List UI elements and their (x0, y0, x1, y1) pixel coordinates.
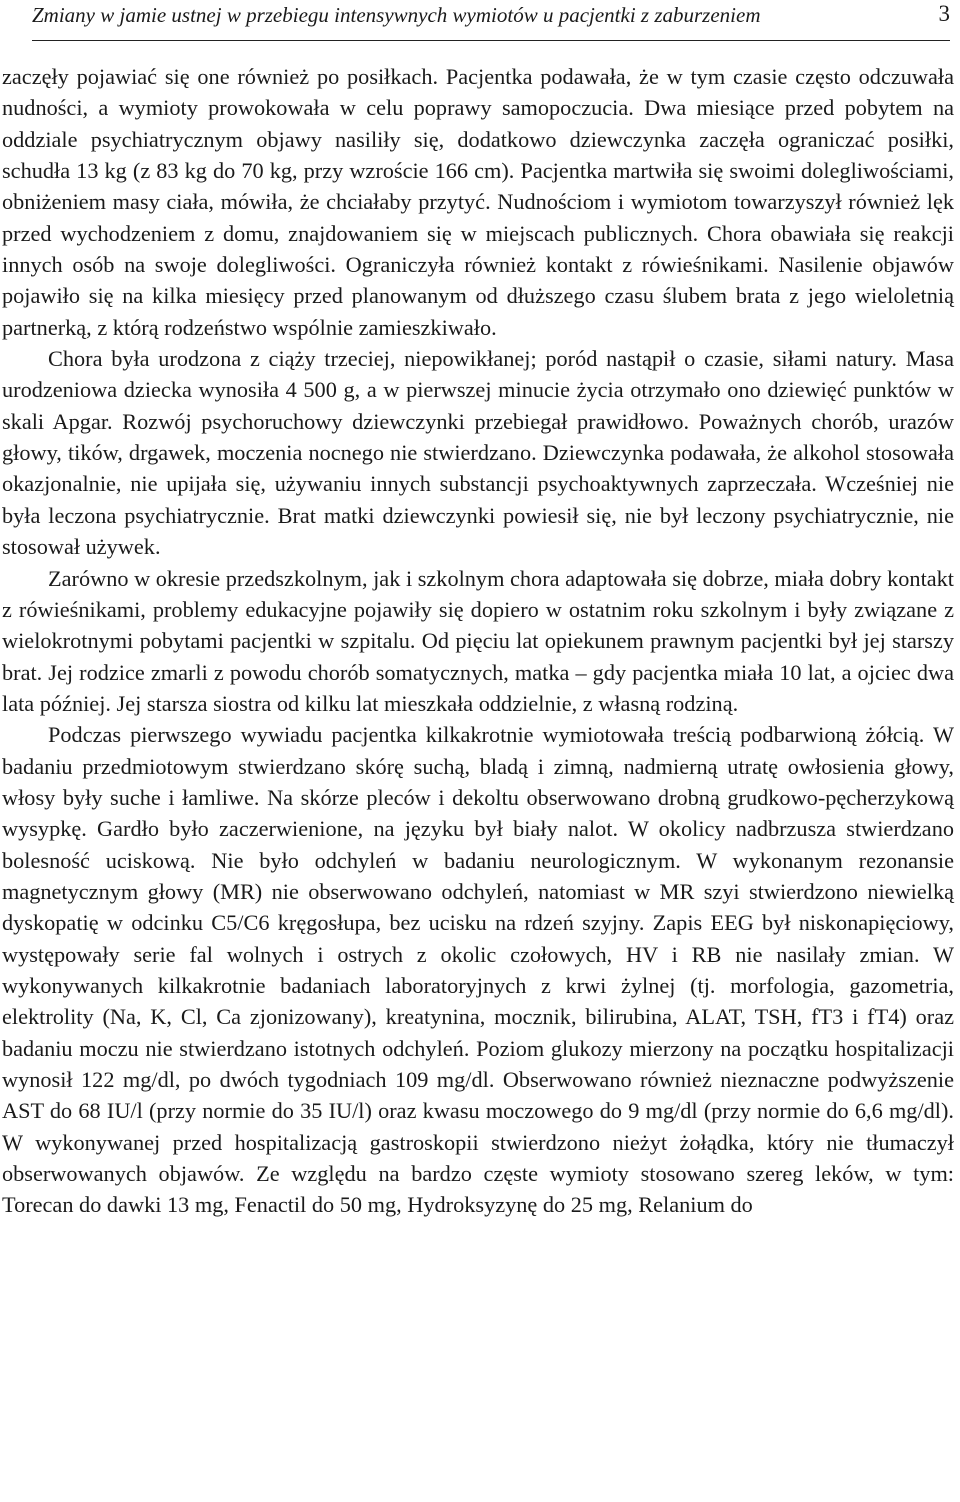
paragraph-examination: Podczas pierwszego wywiadu pacjentka kilkakrotnie wymiotowała treścią podbarwioną żółcią. W badaniu przedmiotowym stwierdzano skórę suchą, bladą i zimną, nadmierną utratę owłosienia głowy, włosy były suche i łamliwe. Na skórze pleców i dekoltu obserwowano drobną grudkowo-pęcherzykową wysypkę. Gardło było zaczerwienione, na języku był biały nalot. W okolicy nadbrzusza stwierdzano bolesność uciskową. Nie było odchyleń w badaniu neurologicznym. W wykonanym rezonansie magnetycznym głowy (MR) nie obserwowano odchyleń, natomiast w MR szyi stwierdzono niewielką dyskopatię w odcinku C5/C6 kręgosłupa, bez ucisku na rdzeń szyjny. Zapis EEG był niskonapięciowy, występowały serie fal wolnych i ostrych z okolic czołowych, HV i RB nie nasilały zmian. W wykonywanych kilkakrotnie badaniach laboratoryjnych z krwi żylnej (tj. morfologia, gazometria, elektrolity (Na, K, Cl, Ca zjonizowany), kreatynina, mocznik, bilirubina, ALAT, TSH, fT3 i fT4) oraz badaniu moczu nie stwierdzano istotnych odchyleń. Poziom glukozy mierzony na początku hospitalizacji wynosił 122 mg/dl, po dwóch tygodniach 109 mg/dl. Obserwowano również nieznaczne podwyższenie AST do 68 IU/l (przy normie do 35 IU/l) oraz kwasu moczowego do 9 mg/dl (przy normie do 6,6 mg/dl). W wykonywanej przed hospitalizacją gastroskopii stwierdzono nieżyt żołądka, który nie tłumaczył obserwowanych objawów. Ze względu na bardzo częste wymioty stosowano szereg leków, w tym: Torecan do dawki 13 mg, Fenactil do 50 mg, Hydroksyzynę do 25 mg, Relanium do (2, 722, 954, 1218)
paragraph-birth-history: Chora była urodzona z ciąży trzeciej, niepowikłanej; poród nastąpił o czasie, siłami natury. Masa urodzeniowa dziecka wynosiła 4 500 g, a w pierwszej minucie życia otrzymało ono dziewięć punktów w skali Apgar. Rozwój psychoruchowy dziewczynki przebiegał prawidłowo. Poważnych chorób, urazów głowy, tików, drgawek, moczenia nocnego nie stwierdzano. Dziewczynka podawała, że alkohol stosowała okazjonalnie, nie upijała się, używaniu innych substancji psychoaktywnych zaprzeczała. Wcześniej nie była leczona psychiatrycznie. Brat matki dziewczynki powiesił się, nie był leczony psychiatrycznie, nie stosował używek. (2, 346, 954, 560)
paragraph-social-history: Zarówno w okresie przedszkolnym, jak i szkolnym chora adaptowała się dobrze, miała dobry kontakt z rówieśnikami, problemy edukacyjne pojawiły się dopiero w ostatnim roku szkolnym i były związane z wielokrotnymi pobytami pacjentki w szpitalu. Od pięciu lat opiekunem prawnym pacjentki był jej starszy brat. Jej rodzice zmarli z powodu chorób somatycznych, matka – gdy pacjentka miała 10 lat, a ojciec dwa lata później. Jej starsza siostra od kilku lat mieszkała oddzielnie, z własną rodziną. (2, 565, 954, 716)
running-header (32, 0, 950, 41)
running-header-title: Zmiany w jamie ustnej w przebiegu intensywnych wymiotów u pacjentki z zaburzeniem (32, 3, 761, 27)
page-number: 3 (938, 1, 950, 26)
paragraph-continued: zaczęły pojawiać się one również po posiłkach. Pacjentka podawała, że w tym czasie często odczuwała nudności, a wymioty prowokowała w celu poprawy samopoczucia. Dwa miesiące przed pobytem na oddziale psychiatrycznym objawy nasiliły się, dodatkowo dziewczynka zaczęła ograniczać posiłki, schudła 13 kg (z 83 kg do 70 kg, przy wzroście 166 cm). Pacjentka martwiła się swoimi dolegliwościami, obniżeniem masy ciała, mówiła, że chciałaby przytyć. Nudnościom i wymiotom towarzyszył również lęk przed wychodzeniem z domu, znajdowaniem się w miejscach publicznych. Chora obawiała się reakcji innych osób na swoje dolegliwości. Ograniczyła również kontakt z rówieśnikami. Nasilenie objawów pojawiło się na kilka miesięcy przed planowanym od dłuższego czasu ślubem brata z jego wieloletnią partnerką, z którą rodzeństwo wspólnie zamieszkiwało. (2, 64, 954, 340)
article-body (2, 61, 954, 1221)
